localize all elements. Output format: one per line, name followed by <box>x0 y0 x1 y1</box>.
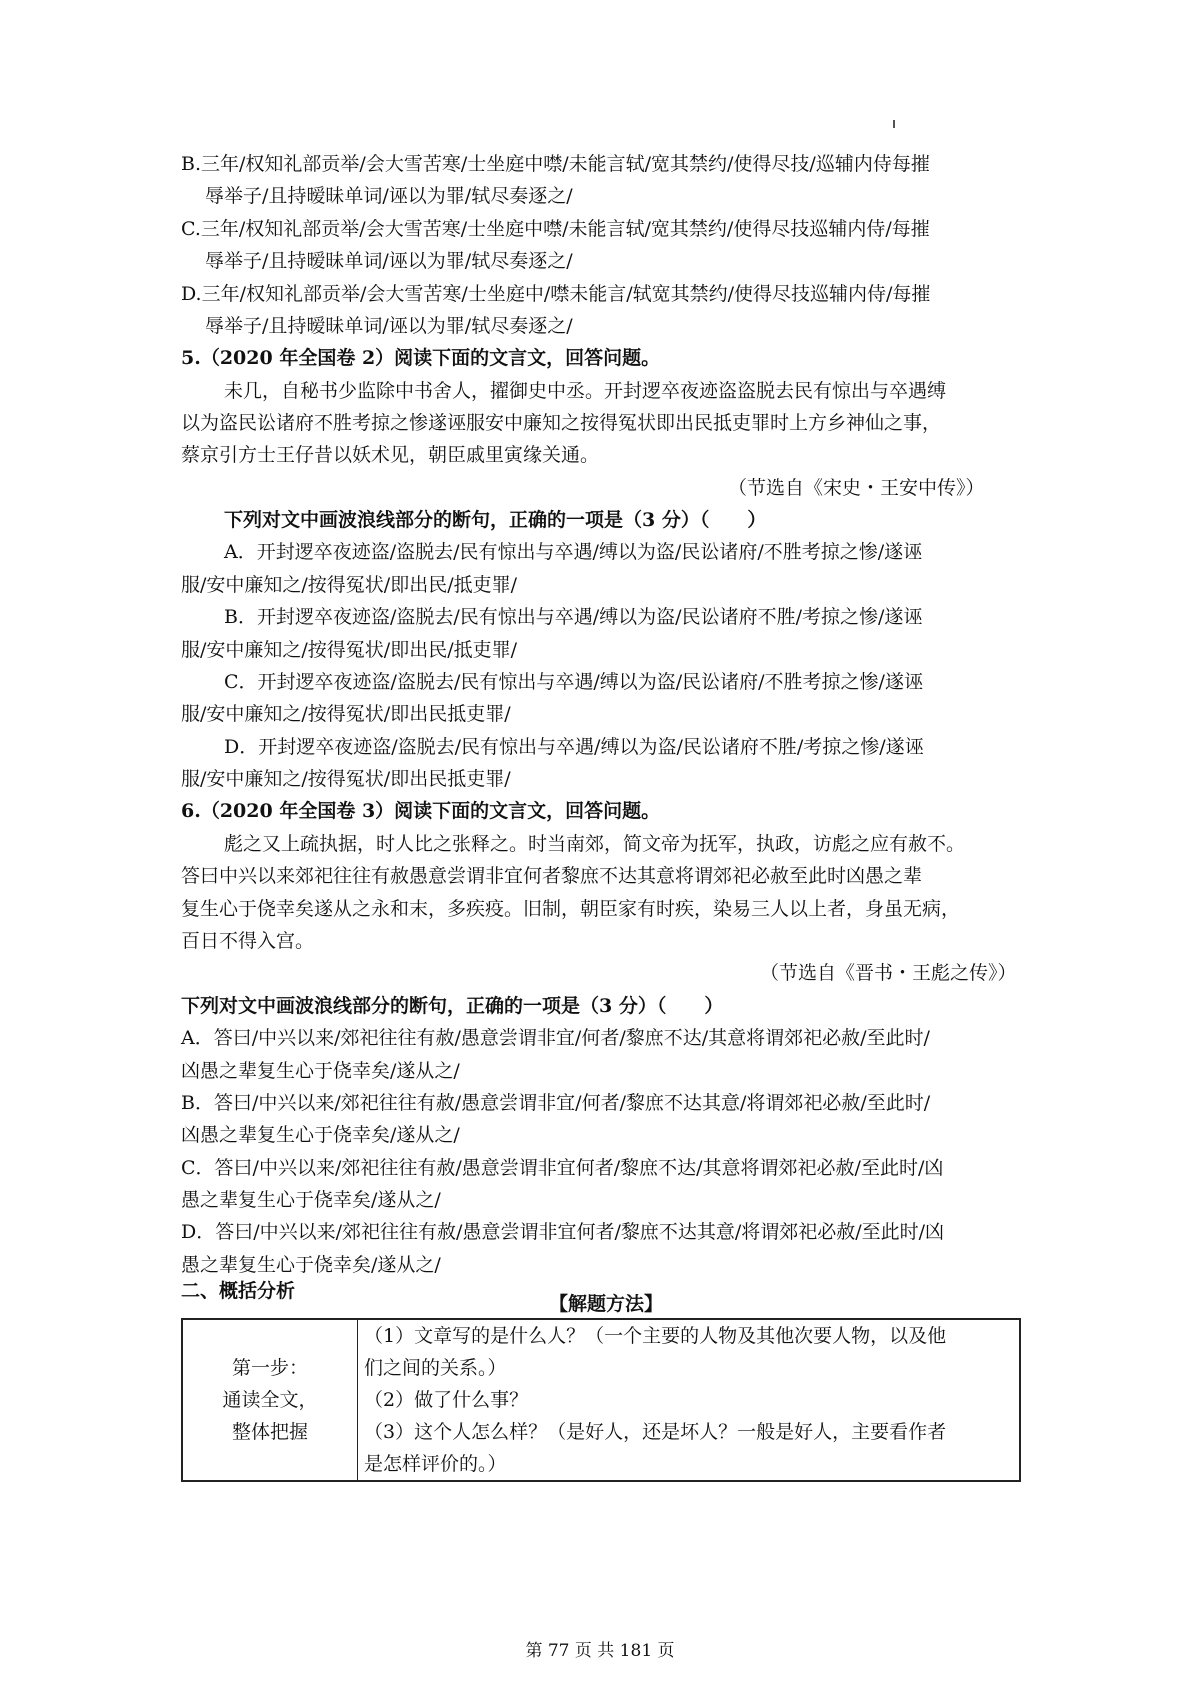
q6-option-c-line2: 愚之辈复生心于侥幸矣/遂从之/ <box>181 1189 441 1211</box>
q4-option-b-line1: B.三年/权知礼部贡举/会大雪苦寒/士坐庭中噤/未能言轼/宽其禁约/使得尽技/巡辅内侍每摧 <box>181 153 930 175</box>
q6-option-a-line1: A．答曰/中兴以来/郊祀往往有赦/愚意尝谓非宜/何者/黎庶不达/其意将谓郊祀必赦/至此时/ <box>181 1027 930 1049</box>
step-content-line: （2）做了什么事？ <box>364 1389 529 1411</box>
q6-option-d-line1: D．答曰/中兴以来/郊祀往往有赦/愚意尝谓非宜何者/黎庶不达其意/将谓郊祀必赦/至此时/凶 <box>181 1221 945 1243</box>
q6-passage-line1: 彪之又上疏执据，时人比之张释之。时当南郊，简文帝为抚军，执政，访彪之应有赦不。 <box>224 833 966 855</box>
q5-option-d-line1: D．开封逻卒夜迹盗/盗脱去/民有惊出与卒遇/缚以为盗/民讼诸府不胜/考掠之惨/遂诬 <box>224 736 924 758</box>
q5-option-a-line2: 服/安中廉知之/按得冤状/即出民/抵吏罪/ <box>181 574 518 596</box>
q6-source: （节选自《晋书・王彪之传》） <box>760 962 1017 984</box>
q5-option-b-line1: B．开封逻卒夜迹盗/盗脱去/民有惊出与卒遇/缚以为盗/民讼诸府不胜/考掠之惨/遂诬 <box>224 606 923 628</box>
q4-option-c-line1: C.三年/权知礼部贡举/会大雪苦寒/士坐庭中噤/未能言轼/宽其禁约/使得尽技巡辅内侍/每摧 <box>181 218 930 240</box>
q5-option-c-line1: C．开封逻卒夜迹盗/盗脱去/民有惊出与卒遇/缚以为盗/民讼诸府/不胜考掠之惨/遂诬 <box>224 671 923 693</box>
q6-option-b-line1: B．答曰/中兴以来/郊祀往往有赦/愚意尝谓非宜/何者/黎庶不达其意/将谓郊祀必赦/至此时/ <box>181 1092 931 1114</box>
q5-option-d-line2: 服/安中廉知之/按得冤状/即出民抵吏罪/ <box>181 768 511 790</box>
step-content-cell <box>358 1319 1021 1481</box>
q6-passage-line4: 百日不得入宫。 <box>181 930 315 952</box>
q6-passage-line2: 答曰中兴以来郊祀往往有赦愚意尝谓非宜何者黎庶不达其意将谓郊祀必赦至此时凶愚之辈 <box>181 865 923 887</box>
method-table <box>181 1318 1021 1482</box>
step-content-line: 是怎样评价的。） <box>364 1453 507 1475</box>
page-footer: 第 77 页 共 181 页 <box>525 1641 675 1661</box>
q4-option-b-line2: 辱举子/且持暧昧单词/诬以为罪/轼尽奏逐之/ <box>205 185 573 207</box>
method-title: 【解题方法】 <box>549 1293 664 1315</box>
step-content-line: 们之间的关系。） <box>364 1357 507 1379</box>
q5-option-b-line2: 服/安中廉知之/按得冤状/即出民/抵吏罪/ <box>181 639 518 661</box>
q5-passage-line2: 以为盗民讼诸府不胜考掠之惨遂诬服安中廉知之按得冤状即出民抵吏罪时上方乡神仙之事， <box>181 412 942 434</box>
step-content-line: （1）文章写的是什么人？（一个主要的人物及其他次要人物，以及他 <box>364 1325 947 1347</box>
q5-option-a-line1: A．开封逻卒夜迹盗/盗脱去/民有惊出与卒遇/缚以为盗/民讼诸府/不胜考掠之惨/遂诬 <box>224 541 923 563</box>
step-label-line: 通读全文， <box>222 1389 318 1411</box>
q6-question: 下列对文中画波浪线部分的断句，正确的一项是（3 分）（ ） <box>181 995 724 1017</box>
q6-option-a-line2: 凶愚之辈复生心于侥幸矣/遂从之/ <box>181 1060 460 1082</box>
section2-heading: 二、概括分析 <box>181 1280 296 1302</box>
step-content-line: （3）这个人怎么样？（是好人，还是坏人？一般是好人，主要看作者 <box>364 1421 947 1443</box>
q6-heading: 6.（2020 年全国卷 3）阅读下面的文言文，回答问题。 <box>181 800 661 822</box>
q6-option-d-line2: 愚之辈复生心于侥幸矣/遂从之/ <box>181 1254 441 1276</box>
q5-source: （节选自《宋史・王安中传》） <box>728 477 985 499</box>
scan-mark <box>893 120 895 128</box>
q5-option-c-line2: 服/安中廉知之/按得冤状/即出民抵吏罪/ <box>181 703 511 725</box>
q6-option-b-line2: 凶愚之辈复生心于侥幸矣/遂从之/ <box>181 1124 460 1146</box>
step-label-line: 整体把握 <box>231 1421 308 1443</box>
q5-passage-line1: 未几，自秘书少监除中书舍人，擢御史中丞。开封逻卒夜迹盗盗脱去民有惊出与卒遇缚 <box>224 380 947 402</box>
q4-option-c-line2: 辱举子/且持暧昧单词/诬以为罪/轼尽奏逐之/ <box>205 250 573 272</box>
step-label-cell <box>182 1319 358 1481</box>
q6-option-c-line1: C．答曰/中兴以来/郊祀往往有赦/愚意尝谓非宜何者/黎庶不达/其意将谓郊祀必赦/至此时/凶 <box>181 1157 944 1179</box>
step-label-line: 第一步： <box>231 1357 308 1379</box>
q4-option-d-line2: 辱举子/且持暧昧单词/诬以为罪/轼尽奏逐之/ <box>205 315 573 337</box>
q5-heading: 5.（2020 年全国卷 2）阅读下面的文言文，回答问题。 <box>181 347 661 369</box>
q5-passage-line3: 蔡京引方士王仔昔以妖术见，朝臣戚里寅缘关通。 <box>181 444 600 466</box>
q4-option-d-line1: D.三年/权知礼部贡举/会大雪苦寒/士坐庭中/噤未能言/轼宽其禁约/使得尽技巡辅内侍/每摧 <box>181 283 931 305</box>
q5-question: 下列对文中画波浪线部分的断句，正确的一项是（3 分）（ ） <box>224 509 767 531</box>
q6-passage-line3: 复生心于侥幸矣遂从之永和末，多疾疫。旧制，朝臣家有时疾，染易三人以上者，身虽无病， <box>181 898 961 920</box>
